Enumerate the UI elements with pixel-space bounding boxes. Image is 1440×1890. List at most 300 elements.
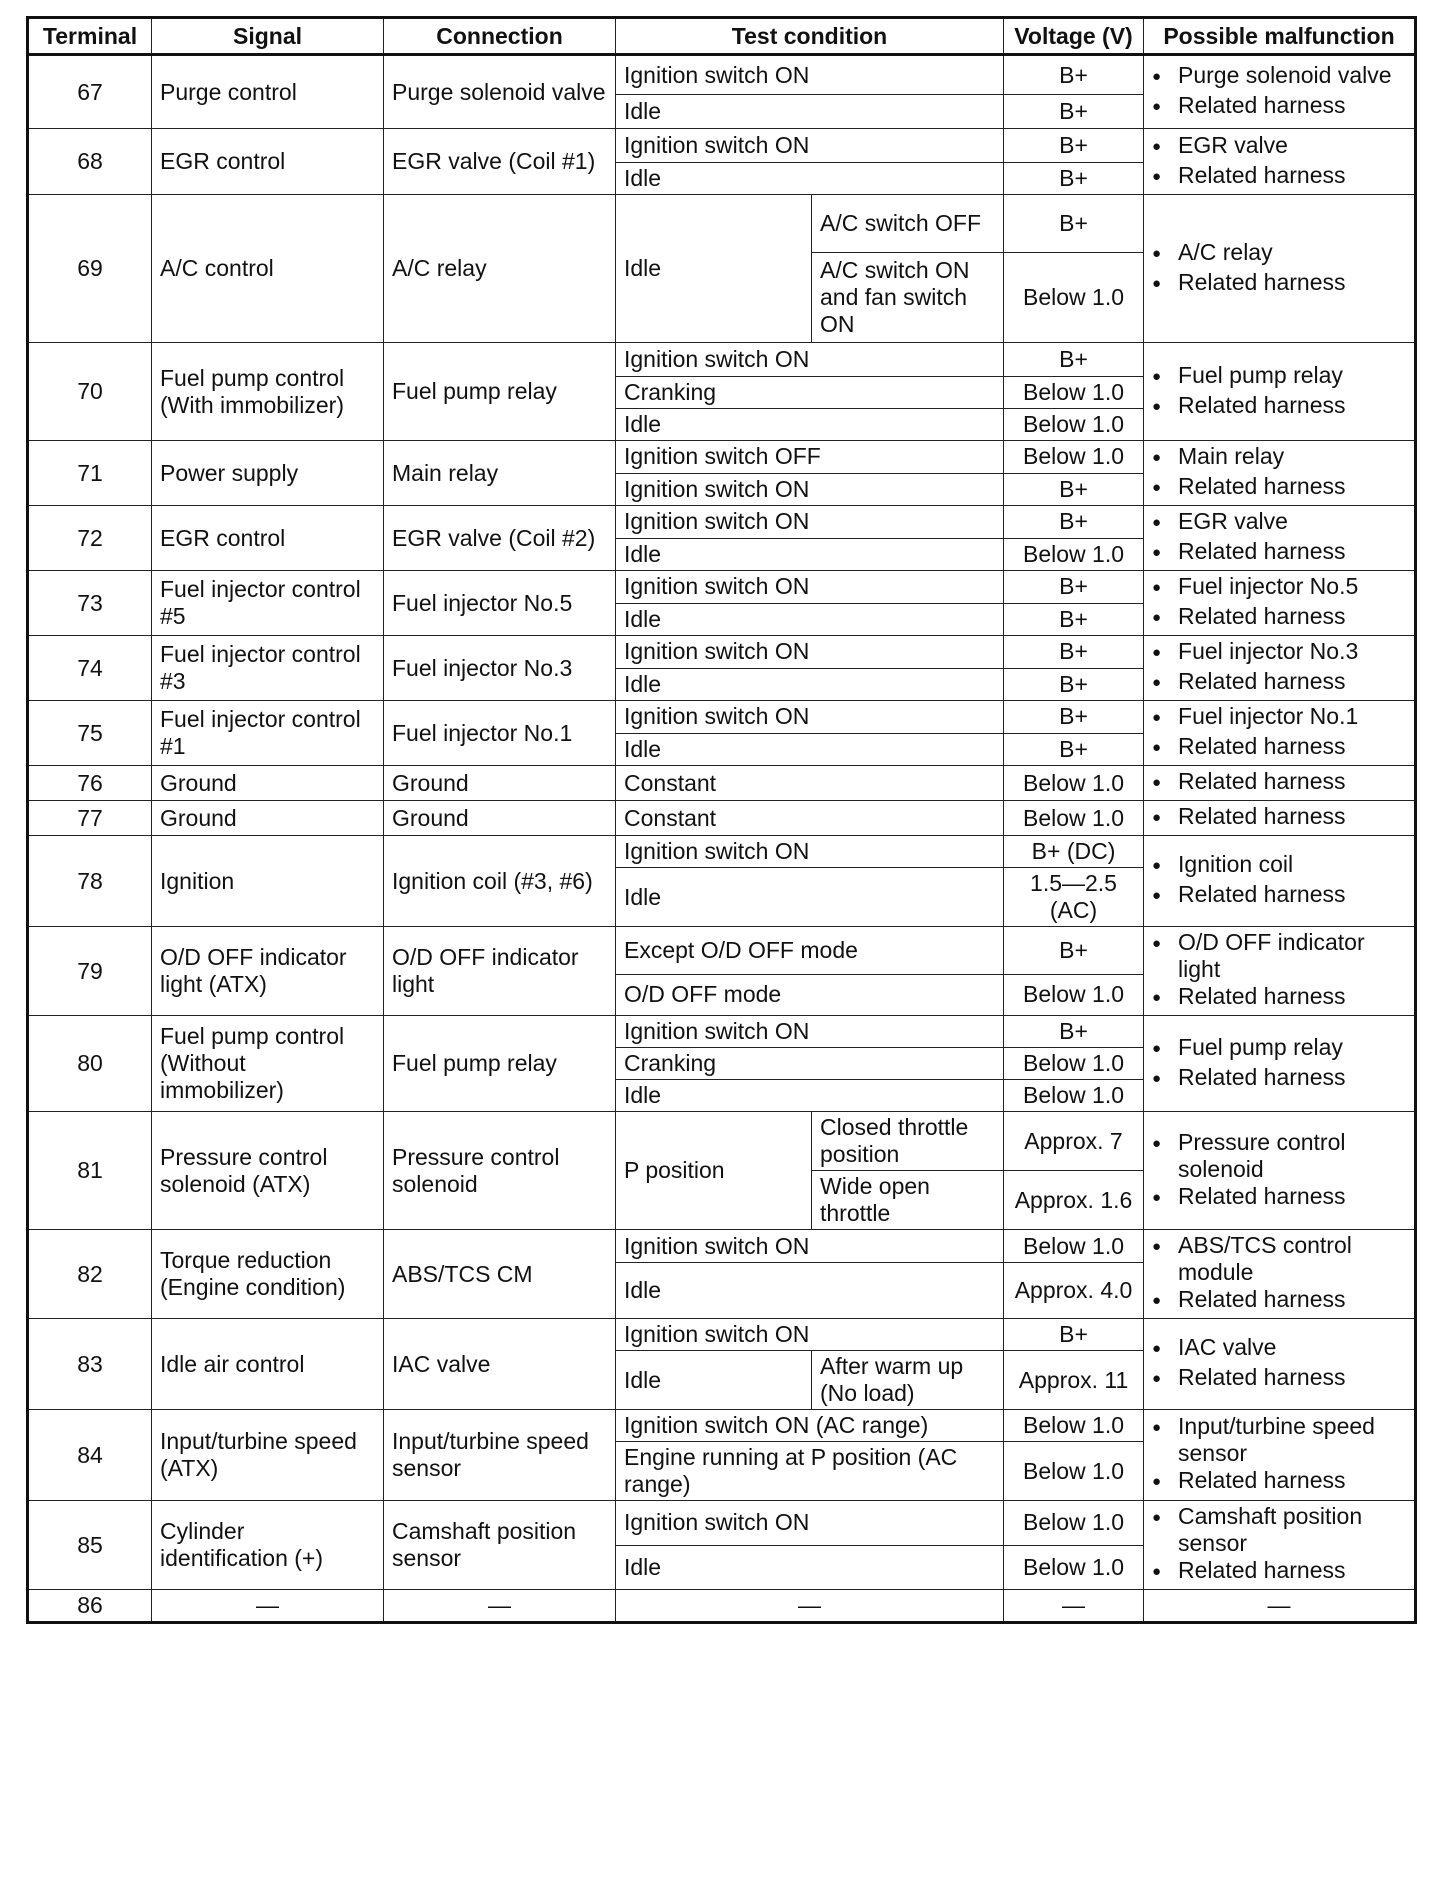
terminal-cell: 80 [28, 1016, 152, 1112]
malfunction-text: IAC valve [1178, 1334, 1277, 1360]
test-condition-cell: Constant [616, 801, 1004, 836]
test-condition-cell: Ignition switch ON [616, 343, 1004, 377]
terminal-cell: 70 [28, 343, 152, 441]
malfunction-item [1152, 92, 1406, 122]
malfunction-text: Related harness [1178, 983, 1346, 1009]
voltage-cell: Approx. 1.6 [1004, 1171, 1144, 1230]
header-possible-malfunction: Possible malfunction [1144, 18, 1416, 55]
voltage-cell: Below 1.0 [1004, 1080, 1144, 1112]
test-condition-cell: Ignition switch OFF [616, 441, 1004, 474]
bullet-icon [1152, 362, 1178, 392]
malfunction-cell [1144, 129, 1416, 195]
malfunction-item [1152, 239, 1406, 269]
malfunction-item [1152, 362, 1406, 392]
test-condition-cell: Ignition switch ON [616, 1319, 1004, 1351]
bullet-icon [1152, 443, 1178, 473]
malfunction-text: Fuel pump relay [1178, 1033, 1343, 1060]
voltage-cell: 1.5—2.5 (AC) [1004, 868, 1144, 927]
signal-cell: Torque reduction (Engine condition) [152, 1230, 384, 1319]
terminal-cell: 69 [28, 195, 152, 343]
test-condition-cell: Ignition switch ON [616, 836, 1004, 868]
voltage-cell: B+ [1004, 506, 1144, 539]
bullet-icon [1152, 733, 1178, 763]
malfunction-item [1152, 983, 1406, 1013]
bullet-icon [1152, 638, 1178, 668]
malfunction-text: Related harness [1178, 161, 1346, 188]
voltage-cell: B+ [1004, 927, 1144, 975]
bullet-icon [1152, 132, 1178, 162]
bullet-icon [1152, 1183, 1178, 1213]
terminal-cell: 86 [28, 1590, 152, 1623]
malfunction-item [1152, 1183, 1406, 1213]
malfunction-text: Camshaft position sensor [1178, 1503, 1363, 1556]
malfunction-text: Input/turbine speed sensor [1178, 1413, 1375, 1466]
test-subcondition-cell: A/C switch ON and fan switch ON [812, 253, 1004, 343]
bullet-icon [1152, 1413, 1178, 1467]
table-row [28, 701, 1416, 734]
malfunction-text: Related harness [1178, 668, 1346, 694]
bullet-icon [1152, 1334, 1178, 1364]
connection-cell: EGR valve (Coil #2) [384, 506, 616, 571]
table-row [28, 1590, 1416, 1623]
malfunction-text: Related harness [1178, 603, 1346, 629]
bullet-icon [1152, 162, 1178, 192]
table-row [28, 129, 1416, 163]
table-row [28, 1016, 1416, 1048]
voltage-cell: B+ (DC) [1004, 836, 1144, 868]
malfunction-text: Related harness [1178, 803, 1346, 829]
test-condition-cell: Ignition switch ON [616, 1501, 1004, 1546]
malfunction-text: Fuel injector No.3 [1178, 638, 1359, 664]
bullet-icon [1152, 92, 1178, 122]
voltage-cell: B+ [1004, 701, 1144, 734]
malfunction-cell [1144, 195, 1416, 343]
bullet-icon [1152, 1503, 1178, 1557]
connection-cell: Fuel pump relay [384, 1016, 616, 1112]
table-body [28, 55, 1416, 1623]
signal-cell: Ignition [152, 836, 384, 927]
test-condition-cell: Idle [616, 603, 1004, 636]
malfunction-item [1152, 392, 1406, 422]
header-voltage: Voltage (V) [1004, 18, 1144, 55]
test-subcondition-cell: After warm up (No load) [812, 1351, 1004, 1410]
signal-cell: Cylinder identification (+) [152, 1501, 384, 1590]
malfunction-item [1152, 803, 1406, 833]
test-condition-cell: Ignition switch ON [616, 701, 1004, 734]
terminal-cell: 83 [28, 1319, 152, 1410]
table-row [28, 1319, 1416, 1351]
malfunction-text: Related harness [1178, 1063, 1346, 1090]
bullet-icon [1152, 851, 1178, 881]
malfunction-cell [1144, 701, 1416, 766]
voltage-cell: B+ [1004, 603, 1144, 636]
voltage-cell: Below 1.0 [1004, 1442, 1144, 1501]
malfunction-text: Ignition coil [1178, 851, 1294, 877]
malfunction-item [1152, 851, 1406, 881]
test-condition-cell: Except O/D OFF mode [616, 927, 1004, 975]
terminal-voltage-table [26, 16, 1417, 1624]
malfunction-text: Related harness [1178, 1182, 1346, 1209]
malfunction-cell [1144, 1230, 1416, 1319]
voltage-cell: — [1004, 1590, 1144, 1623]
voltage-cell: B+ [1004, 1016, 1144, 1048]
signal-cell: Fuel injector control #5 [152, 571, 384, 636]
malfunction-text: Related harness [1178, 268, 1346, 295]
bullet-icon [1152, 62, 1178, 92]
test-condition-cell: Idle [616, 95, 1004, 129]
test-condition-cell: Idle [616, 195, 812, 343]
malfunction-cell [1144, 571, 1416, 636]
header-terminal: Terminal [28, 18, 152, 55]
bullet-icon [1152, 703, 1178, 733]
voltage-cell: B+ [1004, 473, 1144, 506]
terminal-cell: 78 [28, 836, 152, 927]
malfunction-cell [1144, 927, 1416, 1016]
malfunction-item [1152, 269, 1406, 299]
terminal-cell: 67 [28, 55, 152, 129]
malfunction-text: Related harness [1178, 733, 1346, 759]
test-condition-cell: Idle [616, 868, 1004, 927]
bullet-icon [1152, 508, 1178, 538]
malfunction-text: O/D OFF indicator light [1178, 929, 1365, 982]
voltage-cell: Below 1.0 [1004, 1410, 1144, 1442]
test-condition-cell: Ignition switch ON [616, 1016, 1004, 1048]
table-row [28, 1501, 1416, 1546]
malfunction-text: Fuel injector No.5 [1178, 573, 1359, 599]
malfunction-text: EGR valve [1178, 131, 1288, 158]
voltage-cell: B+ [1004, 668, 1144, 701]
terminal-cell: 77 [28, 801, 152, 836]
malfunction-item [1152, 668, 1406, 698]
signal-cell: Fuel injector control #3 [152, 636, 384, 701]
bullet-icon [1152, 1364, 1178, 1394]
malfunction-text: Related harness [1178, 473, 1346, 499]
malfunction-item [1152, 473, 1406, 503]
signal-cell: EGR control [152, 129, 384, 195]
malfunction-item [1152, 703, 1406, 733]
bullet-icon [1152, 538, 1178, 568]
voltage-cell: B+ [1004, 95, 1144, 129]
malfunction-cell [1144, 1319, 1416, 1410]
connection-cell: Fuel injector No.3 [384, 636, 616, 701]
header-signal: Signal [152, 18, 384, 55]
bullet-icon [1152, 983, 1178, 1013]
malfunction-text: Related harness [1178, 538, 1346, 564]
bullet-icon [1152, 1064, 1178, 1094]
terminal-cell: 85 [28, 1501, 152, 1590]
connection-cell: Fuel pump relay [384, 343, 616, 441]
malfunction-text: Related harness [1178, 768, 1346, 794]
connection-cell: A/C relay [384, 195, 616, 343]
signal-cell: Fuel pump control (With immobilizer) [152, 343, 384, 441]
malfunction-cell [1144, 506, 1416, 571]
voltage-cell: B+ [1004, 636, 1144, 669]
malfunction-cell [1144, 441, 1416, 506]
bullet-icon [1152, 768, 1178, 798]
test-condition-cell: Ignition switch ON [616, 506, 1004, 539]
signal-cell: Idle air control [152, 1319, 384, 1410]
test-condition-cell: Constant [616, 766, 1004, 801]
signal-cell: Ground [152, 801, 384, 836]
table-header-row [28, 18, 1416, 55]
malfunction-text: ABS/TCS control module [1178, 1232, 1352, 1285]
table-row [28, 571, 1416, 604]
malfunction-item [1152, 538, 1406, 568]
malfunction-text: Purge solenoid valve [1178, 62, 1392, 88]
malfunction-item [1152, 1232, 1406, 1286]
table-row [28, 1230, 1416, 1263]
malfunction-item [1152, 508, 1406, 538]
malfunction-cell [1144, 636, 1416, 701]
malfunction-text: Related harness [1178, 1557, 1346, 1583]
malfunction-item [1152, 603, 1406, 633]
terminal-cell: 72 [28, 506, 152, 571]
terminal-cell: 75 [28, 701, 152, 766]
malfunction-text: — [1267, 1592, 1291, 1618]
test-condition-cell: — [616, 1590, 1004, 1623]
malfunction-text: Related harness [1178, 881, 1346, 907]
voltage-cell: B+ [1004, 571, 1144, 604]
test-condition-cell: Ignition switch ON [616, 55, 1004, 95]
malfunction-item [1152, 162, 1406, 192]
malfunction-text: Related harness [1178, 1286, 1346, 1312]
signal-cell: EGR control [152, 506, 384, 571]
test-condition-cell: Cranking [616, 377, 1004, 409]
terminal-cell: 82 [28, 1230, 152, 1319]
voltage-cell: B+ [1004, 1319, 1144, 1351]
test-subcondition-cell: Wide open throttle [812, 1171, 1004, 1230]
connection-cell: Pressure control solenoid [384, 1112, 616, 1230]
test-condition-cell: Idle [616, 668, 1004, 701]
terminal-cell: 79 [28, 927, 152, 1016]
test-condition-cell: Idle [616, 1080, 1004, 1112]
malfunction-item [1152, 881, 1406, 911]
bullet-icon [1152, 473, 1178, 503]
bullet-icon [1152, 1232, 1178, 1286]
connection-cell: Input/turbine speed sensor [384, 1410, 616, 1501]
test-condition-cell: Idle [616, 733, 1004, 766]
test-condition-cell: O/D OFF mode [616, 974, 1004, 1015]
voltage-cell: Below 1.0 [1004, 801, 1144, 836]
bullet-icon [1152, 881, 1178, 911]
signal-cell: Power supply [152, 441, 384, 506]
connection-cell: O/D OFF indicator light [384, 927, 616, 1016]
voltage-cell: Below 1.0 [1004, 1545, 1144, 1590]
malfunction-text: EGR valve [1178, 508, 1288, 534]
malfunction-item [1152, 1129, 1406, 1183]
connection-cell: Purge solenoid valve [384, 55, 616, 129]
connection-cell: Ground [384, 766, 616, 801]
terminal-voltage-document [26, 16, 1414, 1624]
malfunction-text: A/C relay [1178, 238, 1273, 265]
table-row [28, 801, 1416, 836]
voltage-cell: Below 1.0 [1004, 1230, 1144, 1263]
bullet-icon [1152, 603, 1178, 633]
malfunction-text: Pressure control solenoid [1178, 1128, 1346, 1182]
table-row [28, 927, 1416, 975]
voltage-cell: B+ [1004, 343, 1144, 377]
signal-cell: Purge control [152, 55, 384, 129]
connection-cell: EGR valve (Coil #1) [384, 129, 616, 195]
malfunction-item [1152, 1286, 1406, 1316]
test-subcondition-cell: A/C switch OFF [812, 195, 1004, 253]
malfunction-cell [1144, 1590, 1416, 1623]
malfunction-item [1152, 62, 1406, 92]
table-row [28, 55, 1416, 95]
table-row [28, 636, 1416, 669]
malfunction-item [1152, 1034, 1406, 1064]
test-condition-cell: Cranking [616, 1048, 1004, 1080]
malfunction-item [1152, 1334, 1406, 1364]
test-condition-cell: Idle [616, 1545, 1004, 1590]
terminal-cell: 84 [28, 1410, 152, 1501]
table-row [28, 441, 1416, 474]
voltage-cell: Below 1.0 [1004, 766, 1144, 801]
malfunction-item [1152, 929, 1406, 983]
voltage-cell: Approx. 11 [1004, 1351, 1144, 1410]
malfunction-item [1152, 573, 1406, 603]
connection-cell: Main relay [384, 441, 616, 506]
malfunction-text: Related harness [1178, 92, 1346, 118]
voltage-cell: B+ [1004, 55, 1144, 95]
malfunction-text: Related harness [1178, 1364, 1346, 1390]
test-condition-cell: Ignition switch ON [616, 636, 1004, 669]
test-condition-cell: P position [616, 1112, 812, 1230]
malfunction-text: Related harness [1178, 1467, 1346, 1493]
voltage-cell: Below 1.0 [1004, 253, 1144, 343]
test-condition-cell: Ignition switch ON [616, 1230, 1004, 1263]
bullet-icon [1152, 269, 1178, 299]
malfunction-cell [1144, 836, 1416, 927]
voltage-cell: Approx. 7 [1004, 1112, 1144, 1171]
signal-cell: — [152, 1590, 384, 1623]
bullet-icon [1152, 573, 1178, 603]
malfunction-cell [1144, 766, 1416, 801]
terminal-cell: 76 [28, 766, 152, 801]
test-condition-cell: Ignition switch ON [616, 571, 1004, 604]
connection-cell: ABS/TCS CM [384, 1230, 616, 1319]
bullet-icon [1152, 803, 1178, 833]
signal-cell: A/C control [152, 195, 384, 343]
header-connection: Connection [384, 18, 616, 55]
bullet-icon [1152, 1467, 1178, 1497]
terminal-cell: 74 [28, 636, 152, 701]
voltage-cell: B+ [1004, 129, 1144, 163]
voltage-cell: Below 1.0 [1004, 974, 1144, 1015]
table-row [28, 195, 1416, 253]
malfunction-item [1152, 132, 1406, 162]
voltage-cell: B+ [1004, 733, 1144, 766]
malfunction-item [1152, 768, 1406, 798]
table-row [28, 1112, 1416, 1171]
header-test-condition: Test condition [616, 18, 1004, 55]
signal-cell: Input/turbine speed (ATX) [152, 1410, 384, 1501]
malfunction-item [1152, 1364, 1406, 1394]
malfunction-text: Main relay [1178, 443, 1285, 469]
bullet-icon [1152, 239, 1178, 269]
table-row [28, 1410, 1416, 1442]
malfunction-cell [1144, 1501, 1416, 1590]
malfunction-cell [1144, 1410, 1416, 1501]
test-condition-cell: Idle [616, 538, 1004, 571]
test-condition-cell: Idle [616, 1263, 1004, 1319]
terminal-cell: 73 [28, 571, 152, 636]
malfunction-item [1152, 1557, 1406, 1587]
terminal-cell: 68 [28, 129, 152, 195]
voltage-cell: Below 1.0 [1004, 409, 1144, 441]
malfunction-item [1152, 733, 1406, 763]
test-condition-cell: Idle [616, 409, 1004, 441]
voltage-cell: Below 1.0 [1004, 1501, 1144, 1546]
bullet-icon [1152, 392, 1178, 422]
malfunction-item [1152, 1413, 1406, 1467]
signal-cell: Fuel injector control #1 [152, 701, 384, 766]
terminal-cell: 71 [28, 441, 152, 506]
voltage-cell: B+ [1004, 163, 1144, 195]
malfunction-cell [1144, 1112, 1416, 1230]
test-condition-cell: Idle [616, 163, 1004, 195]
malfunction-text: Related harness [1178, 391, 1346, 418]
table-row [28, 766, 1416, 801]
connection-cell: Fuel injector No.5 [384, 571, 616, 636]
test-condition-cell: Idle [616, 1351, 812, 1410]
table-row [28, 836, 1416, 868]
malfunction-cell [1144, 55, 1416, 129]
signal-cell: Pressure control solenoid (ATX) [152, 1112, 384, 1230]
malfunction-cell [1144, 1016, 1416, 1112]
malfunction-text: Fuel pump relay [1178, 361, 1343, 388]
voltage-cell: B+ [1004, 195, 1144, 253]
connection-cell: Camshaft position sensor [384, 1501, 616, 1590]
signal-cell: O/D OFF indicator light (ATX) [152, 927, 384, 1016]
voltage-cell: Below 1.0 [1004, 441, 1144, 474]
test-condition-cell: Ignition switch ON (AC range) [616, 1410, 1004, 1442]
connection-cell: Ground [384, 801, 616, 836]
terminal-cell: 81 [28, 1112, 152, 1230]
malfunction-cell [1144, 801, 1416, 836]
malfunction-item [1152, 1064, 1406, 1094]
malfunction-item [1152, 443, 1406, 473]
malfunction-text: Fuel injector No.1 [1178, 703, 1359, 729]
malfunction-item [1152, 1467, 1406, 1497]
bullet-icon [1152, 1034, 1178, 1064]
voltage-cell: Below 1.0 [1004, 538, 1144, 571]
malfunction-item [1152, 638, 1406, 668]
test-subcondition-cell: Closed throttle position [812, 1112, 1004, 1171]
bullet-icon [1152, 1557, 1178, 1587]
test-condition-cell: Ignition switch ON [616, 129, 1004, 163]
connection-cell: IAC valve [384, 1319, 616, 1410]
voltage-cell: Below 1.0 [1004, 377, 1144, 409]
test-condition-cell: Engine running at P position (AC range) [616, 1442, 1004, 1501]
voltage-cell: Below 1.0 [1004, 1048, 1144, 1080]
connection-cell: — [384, 1590, 616, 1623]
bullet-icon [1152, 1286, 1178, 1316]
signal-cell: Fuel pump control (Without immobilizer) [152, 1016, 384, 1112]
connection-cell: Fuel injector No.1 [384, 701, 616, 766]
bullet-icon [1152, 1129, 1178, 1183]
test-condition-cell: Ignition switch ON [616, 473, 1004, 506]
table-row [28, 506, 1416, 539]
malfunction-cell [1144, 343, 1416, 441]
connection-cell: Ignition coil (#3, #6) [384, 836, 616, 927]
bullet-icon [1152, 668, 1178, 698]
malfunction-item [1152, 1503, 1406, 1557]
signal-cell: Ground [152, 766, 384, 801]
voltage-cell: Approx. 4.0 [1004, 1263, 1144, 1319]
table-row [28, 343, 1416, 377]
bullet-icon [1152, 929, 1178, 983]
